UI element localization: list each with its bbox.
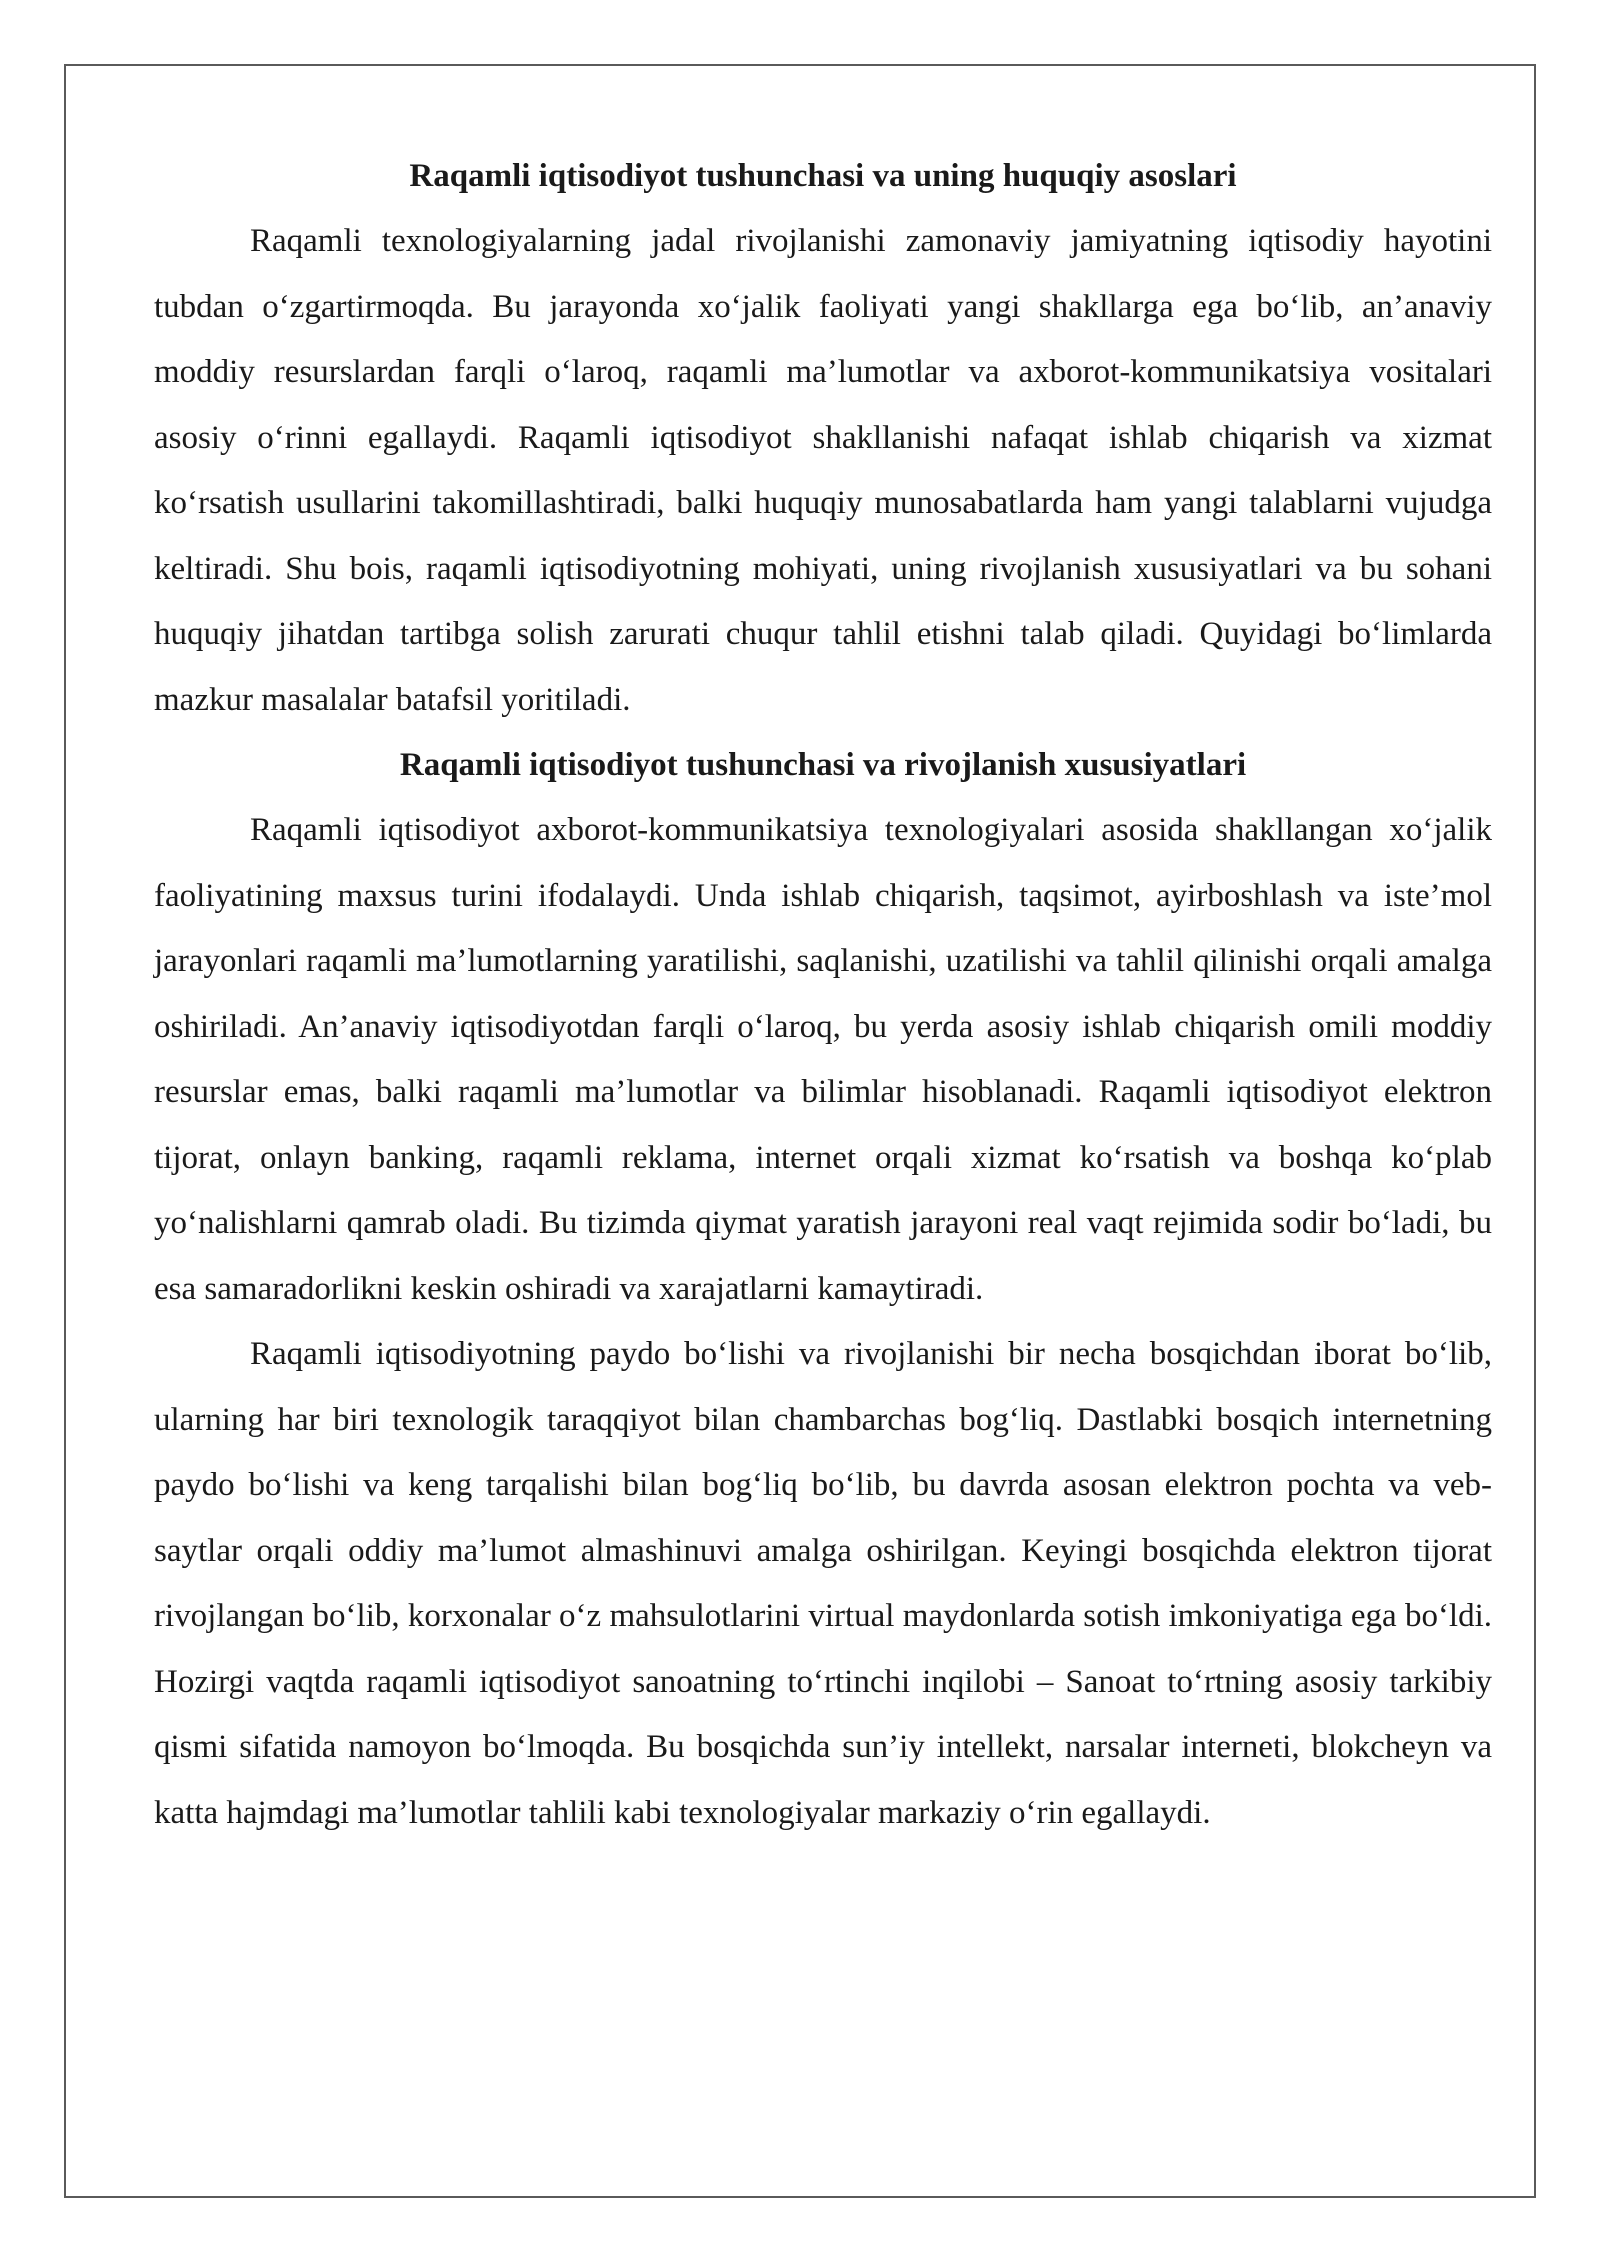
section-paragraph-1: Raqamli iqtisodiyot axborot-kommunikatsiya texnologiyalari asosida shakllangan xo‘jalik faoliyatining maxsus turini ifodalaydi. Unda ishlab chiqarish, taqsimot, ayirboshlash va iste’mol jarayonlari raqamli ma’lumotlarning yaratilishi, saqlanishi, uzatilishi va tahlil qilinishi orqali amalga oshiriladi. An’anaviy iqtisodiyotdan farqli o‘laroq, bu yerda asosiy ishlab chiqarish omili moddiy resurslar emas, balki raqamli ma’lumotlar va bilimlar hisoblanadi. Raqamli iqtisodiyot elektron tijorat, onlayn banking, raqamli reklama, internet orqali xizmat ko‘rsatish va boshqa ko‘plab yo‘nalishlarni qamrab oladi. Bu tizimda qiymat yaratish jarayoni real vaqt rejimida sodir bo‘ladi, bu esa samaradorlikni keskin oshiradi va xarajatlarni kamaytiradi.: [154, 812, 1492, 1307]
document-title: Raqamli iqtisodiyot tushunchasi va uning huquqiy asoslari: [409, 158, 1237, 194]
intro-paragraph: Raqamli texnologiyalarning jadal rivojlanishi zamonaviy jamiyatning iqtisodiy hayotini tubdan o‘zgartirmoqda. Bu jarayonda xo‘jalik faoliyati yangi shakllarga ega bo‘lib, an’anaviy moddiy resurslardan farqli o‘laroq, raqamli ma’lumotlar va axborot-kommunikatsiya vositalari asosiy o‘rinni egallaydi. Raqamli iqtisodiyot shakllanishi nafaqat ishlab chiqarish va xizmat ko‘rsatish usullarini takomillashtiradi, balki huquqiy munosabatlarda ham yangi talablarni vujudga keltiradi. Shu bois, raqamli iqtisodiyotning mohiyati, uning rivojlanish xususiyatlari va bu sohani huquqiy jihatdan tartibga solish zarurati chuqur tahlil etishni talab qiladi. Quyidagi bo‘limlarda mazkur masalalar batafsil yoritiladi.: [154, 223, 1492, 718]
section-paragraph-2: Raqamli iqtisodiyotning paydo bo‘lishi va rivojlanishi bir necha bosqichdan iborat bo‘lib, ularning har biri texnologik taraqqiyot bilan chambarchas bog‘liq. Dastlabki bosqich internetning paydo bo‘lishi va keng tarqalishi bilan bog‘liq bo‘lib, bu davrda asosan elektron pochta va veb-saytlar orqali oddiy ma’lumot almashinuvi amalga oshirilgan. Keyingi bosqichda elektron tijorat rivojlangan bo‘lib, korxonalar o‘z mahsulotlarini virtual maydonlarda sotish imkoniyatiga ega bo‘ldi. Hozirgi vaqtda raqamli iqtisodiyot sanoatning to‘rtinchi inqilobi – Sanoat to‘rtning asosiy tarkibiy qismi sifatida namoyon bo‘lmoqda. Bu bosqichda sun’iy intellekt, narsalar interneti, blokcheyn va katta hajmdagi ma’lumotlar tahlili kabi texnologiyalar markaziy o‘rin egallaydi.: [154, 1336, 1493, 1831]
section-title: Raqamli iqtisodiyot tushunchasi va rivojlanish xususiyatlari: [399, 747, 1247, 783]
document-body: [154, 144, 1492, 1846]
